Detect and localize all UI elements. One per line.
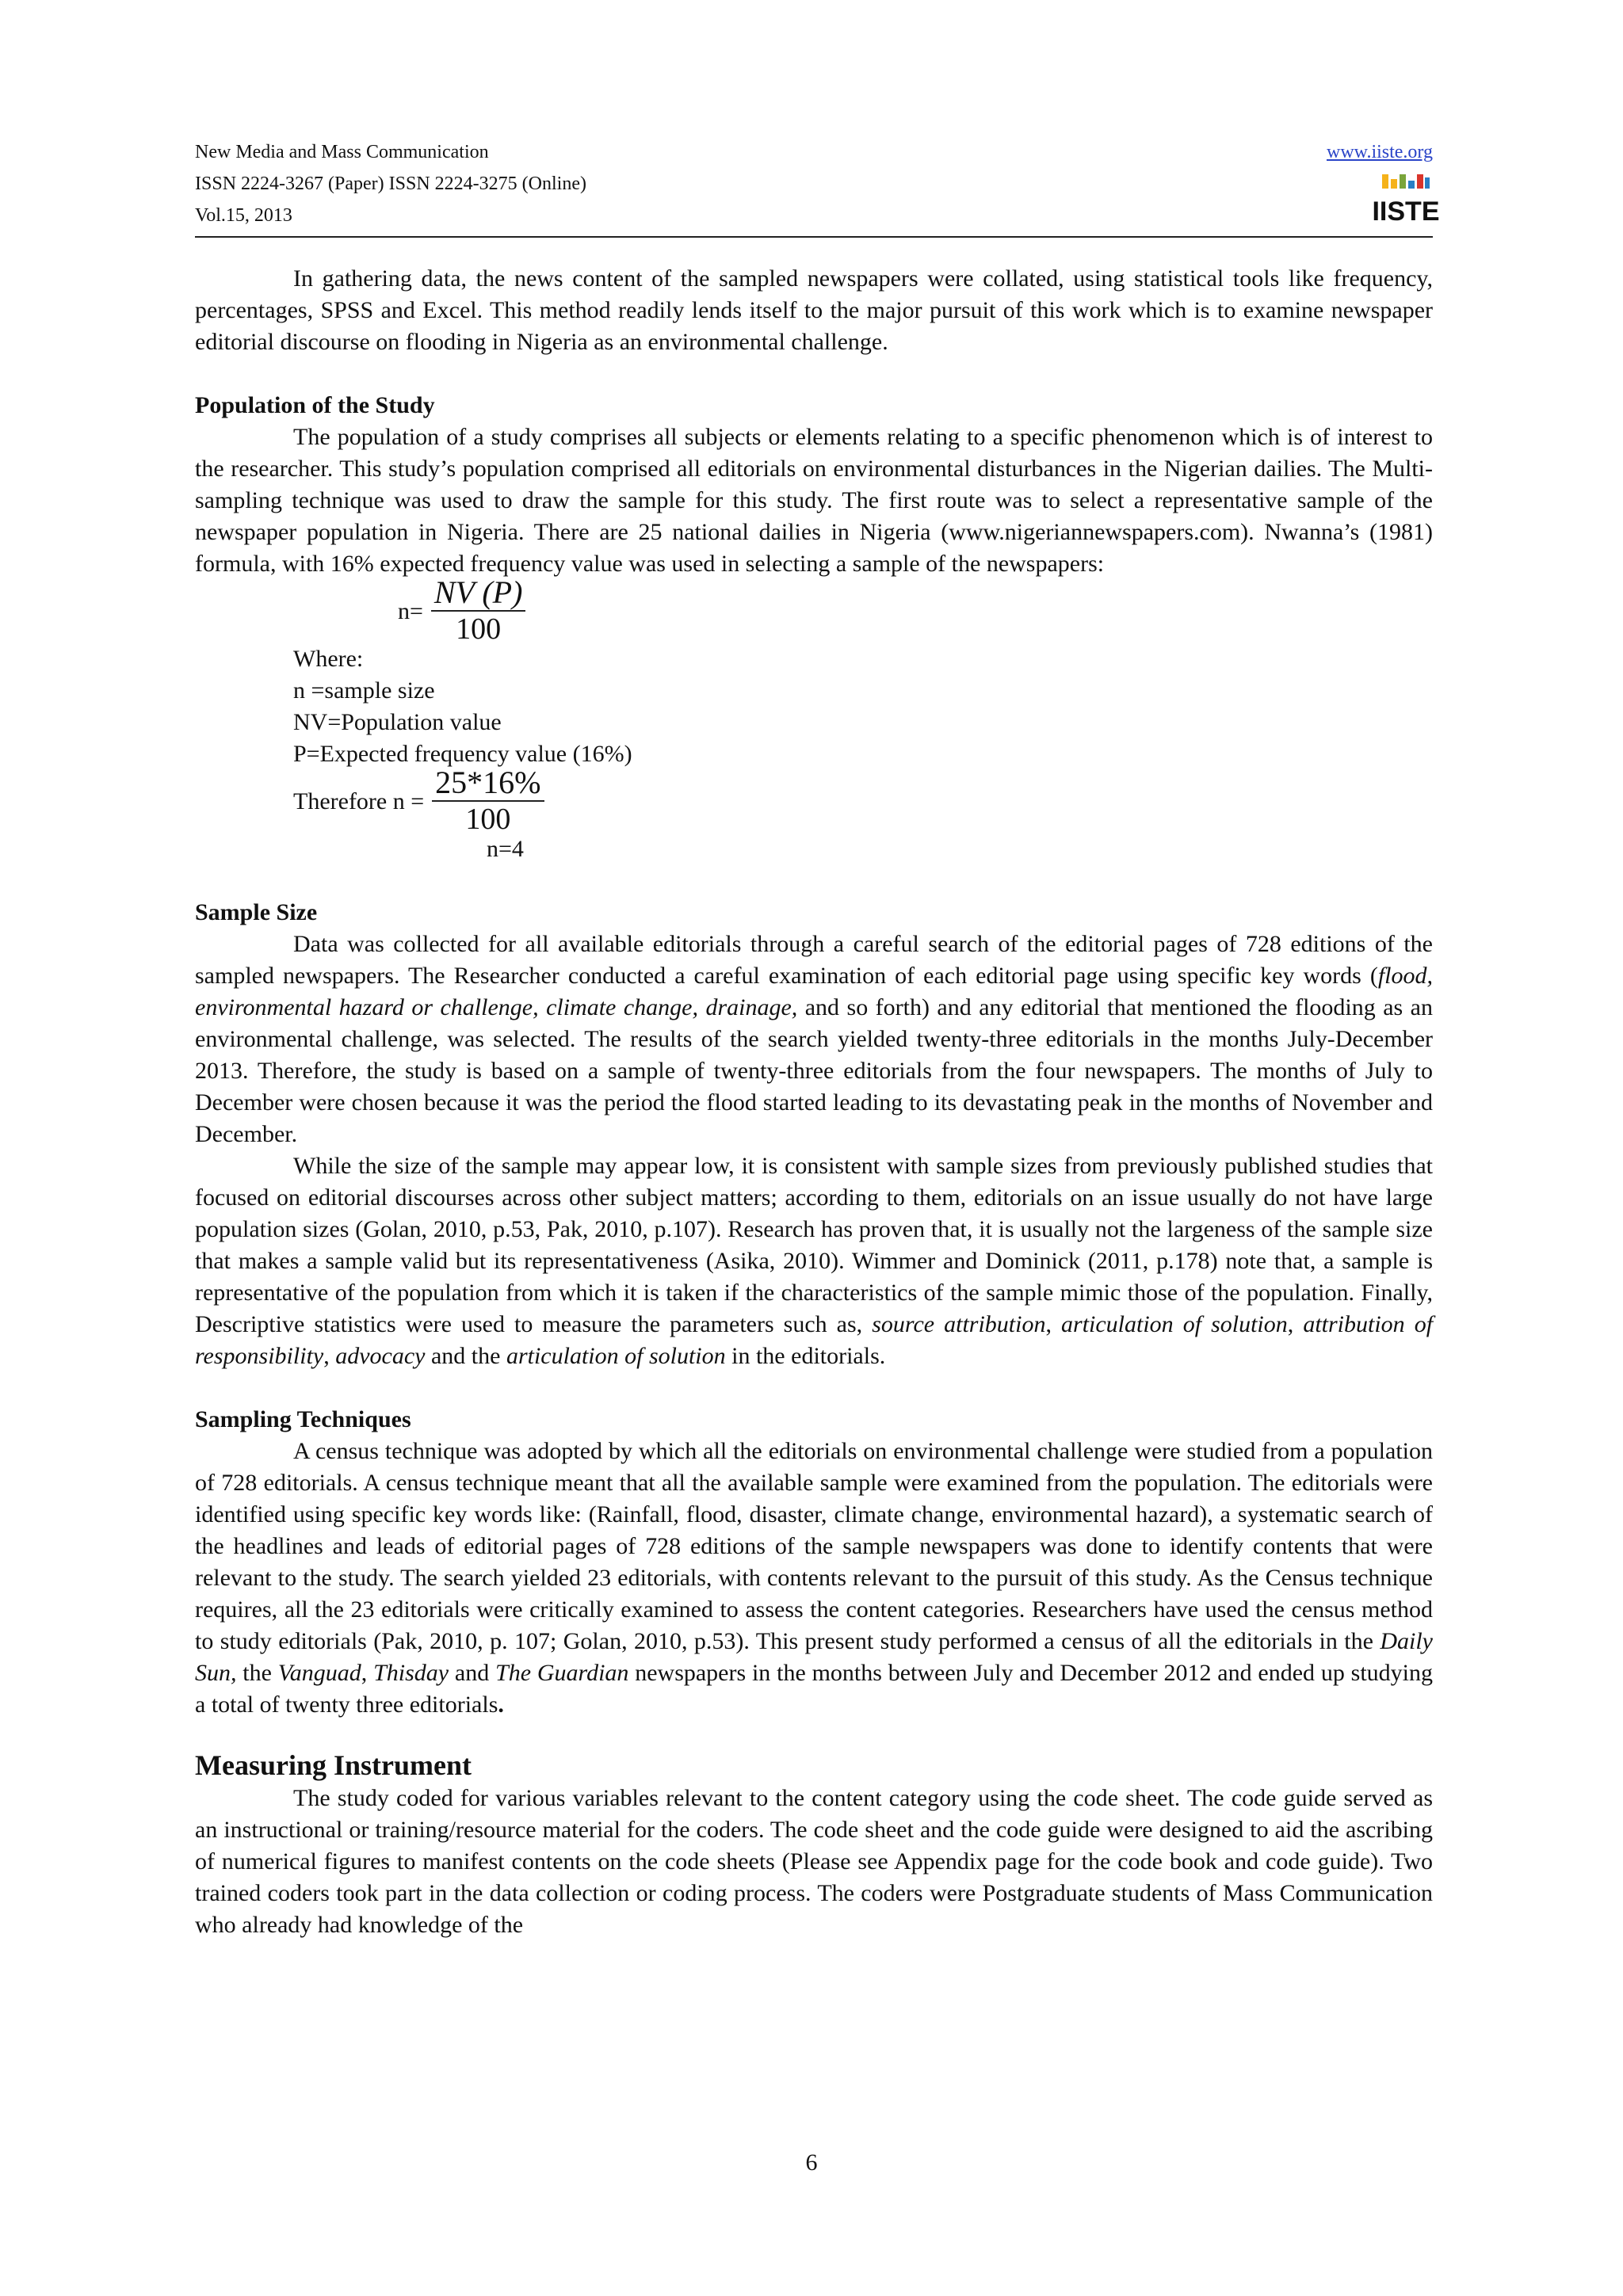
formula-fraction <box>431 574 525 646</box>
population-heading: Population of the Study <box>195 392 435 418</box>
svg-text:IISTE: IISTE <box>1372 196 1440 227</box>
issn-line: ISSN 2224-3267 (Paper) ISSN 2224-3275 (Online) <box>195 174 586 194</box>
formula-calc-fraction <box>432 767 544 837</box>
sampling-techniques-heading: Sampling Techniques <box>195 1406 411 1432</box>
main-content <box>195 263 1433 1941</box>
measuring-instrument-heading: Measuring Instrument <box>195 1749 472 1781</box>
sample-size-paragraph-2: While the size of the sample may appear low, it is consistent with sample sizes from previously published studies that focused on editorial discourses across other subject matters; according to them, editorials on an issue usually do not have large population sizes (Golan, 2010, p.53, Pak, 2010, p.107). Research has proven that, it is usually not the largeness of the sample size that makes a sample valid but its representativeness (Asika, 2010). Wimmer and Dominick (2011, p.178) note that, a sample is representative of the population from which it is taken if the characteristics of the sample mimic those of the population. Finally, Descriptive statistics were used to measure the parameters such as, source attribution, articulation of solution, attribution of responsibility, advocacy and the articulation of solution in the editorials. <box>195 1153 1434 1369</box>
definition-p: P=Expected frequency value (16%) <box>293 741 632 767</box>
intro-paragraph: In gathering data, the news content of the sampled newspapers were collated, using statistical tools like frequency, percentages, SPSS and Excel. This method readily lends itself to the major pursuit of this work which is to examine newspaper editorial discourse on flooding in Nigeria as an environmental challenge. <box>195 265 1433 355</box>
definition-nv: NV=Population value <box>293 709 502 735</box>
iiste-logo <box>1372 173 1440 228</box>
formula-numerator: NV (P) <box>431 577 525 612</box>
formula-calculation <box>195 765 1433 836</box>
where-label: Where: <box>293 646 364 672</box>
page-number: 6 <box>805 2149 818 2176</box>
formula-result: n=4 <box>487 836 524 862</box>
formula-denominator: 100 <box>456 612 502 646</box>
formula-calc-numerator: 25*16% <box>432 767 544 802</box>
journal-name: New Media and Mass Communication <box>195 142 489 162</box>
measuring-instrument-paragraph: The study coded for various variables relevant to the content category using the code sheet. The code guide served as an instructional or training/resource material for the coders. The code sheet and the code guide were designed to aid the ascribing of numerical figures to manifest contents on the code sheets (Please see Appendix page for the code book and code guide). Two trained coders took part in the data collection or coding process. The coders were Postgraduate students of Mass Communication who already had knowledge of the <box>195 1785 1433 1938</box>
formula-calc-denominator: 100 <box>465 803 511 836</box>
formula-lhs: n= <box>398 598 423 624</box>
definition-n: n =sample size <box>293 677 435 704</box>
sample-size-paragraph-1: Data was collected for all available editorials through a careful search of the editorial pages of 728 editions of the sampled newspapers. The Researcher conducted a careful examination of each editorial page using specific key words (flood, environmental hazard or challenge, climate change, drainage, and so forth) and any editorial that mentioned the flooding as an environmental challenge, was selected. The results of the search yielded twenty-three editorials in the months July-December 2013. Therefore, the study is based on a sample of twenty-three editorials from the four newspapers. The months of July to December were chosen because it was the period the flood started leading to its devastating peak in the months of November and December. <box>195 931 1433 1147</box>
formula-sample-size <box>195 574 1433 646</box>
formula-calc-lhs: Therefore n = <box>293 788 425 814</box>
journal-url-link[interactable]: www.iiste.org <box>1327 142 1433 162</box>
volume-line: Vol.15, 2013 <box>195 205 292 226</box>
population-paragraph: The population of a study comprises all subjects or elements relating to a specific phenomenon which is of interest to the researcher. This study’s population comprised all editorials on environmental disturbances in the Nigerian dailies. The Multi-sampling technique was used to draw the sample for this study. The first route was to select a representative sample of the newspaper population in Nigeria. There are 25 national dailies in Nigeria (www.nigeriannewspapers.com). Nwanna’s (1981) formula, with 16% expected frequency value was used in selecting a sample of the newspapers: <box>195 424 1433 577</box>
sampling-techniques-paragraph: A census technique was adopted by which all the editorials on environmental challenge were studied from a population of 728 editorials. A census technique meant that all the available sample were examined from the population. The editorials were identified using specific key words like: (Rainfall, flood, disaster, climate change, environmental hazard), a systematic search of the headlines and leads of editorial pages of 728 editions of the sample newspapers was done to identify contents that were relevant to the study. The search yielded 23 editorials, with contents relevant to the pursuit of this study. As the Census technique requires, all the 23 editorials were critically examined to assess the content categories. Researchers have used the census method to study editorials (Pak, 2010, p. 107; Golan, 2010, p.53). This present study performed a census of all the editorials in the Daily Sun, the Vanguad, Thisday and The Guardian newspapers in the months between July and December 2012 and ended up studying a total of twenty three editorials. <box>195 1438 1433 1718</box>
sample-size-heading: Sample Size <box>195 899 318 925</box>
header-rule <box>195 236 1433 238</box>
page-header <box>195 136 1440 239</box>
